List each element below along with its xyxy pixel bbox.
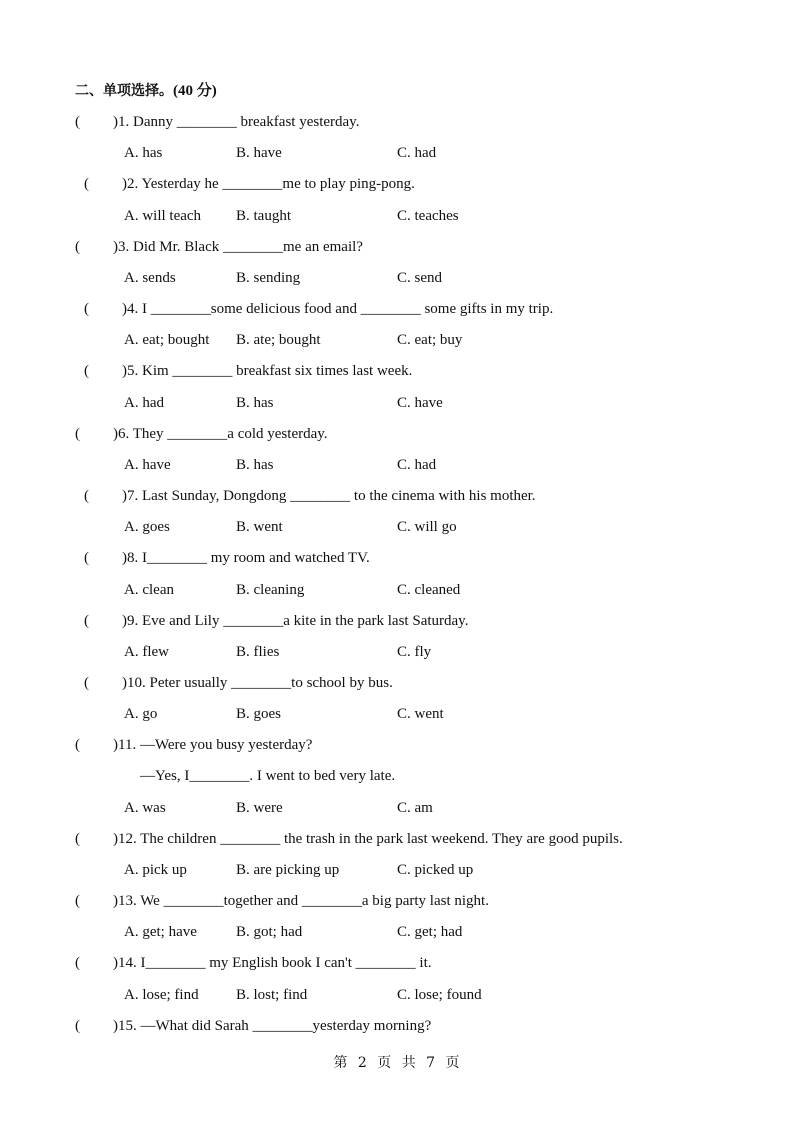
question-list xyxy=(0,107,793,1042)
answer-bracket[interactable]: ( xyxy=(84,550,89,567)
option-c: C. fly xyxy=(397,643,432,660)
option-a: A. was xyxy=(124,799,166,816)
question-4 xyxy=(0,294,793,325)
question-stem: )12. The children ________ the trash in the park last weekend. They are good pupils. xyxy=(113,830,623,847)
option-a: A. had xyxy=(124,394,164,411)
option-c: C. am xyxy=(397,799,433,816)
question-stem: )2. Yesterday he ________me to play ping-pong. xyxy=(122,176,415,193)
options-row xyxy=(0,388,793,419)
question-1 xyxy=(0,107,793,138)
options-row xyxy=(0,325,793,356)
option-b: B. are picking up xyxy=(236,861,340,878)
option-b: B. cleaning xyxy=(236,581,305,598)
options-row xyxy=(0,699,793,730)
option-c: C. lose; found xyxy=(397,986,482,1003)
option-a: A. sends xyxy=(124,269,176,286)
option-c: C. eat; buy xyxy=(397,332,463,349)
option-b: B. ate; bought xyxy=(236,332,321,349)
option-a: A. eat; bought xyxy=(124,332,210,349)
answer-bracket[interactable]: ( xyxy=(75,425,80,442)
option-b: B. taught xyxy=(236,207,291,224)
answer-bracket[interactable]: ( xyxy=(84,363,89,380)
question-stem: )6. They ________a cold yesterday. xyxy=(113,425,328,442)
options-row xyxy=(0,138,793,169)
question-3 xyxy=(0,232,793,263)
question-15 xyxy=(0,1011,793,1042)
question-13 xyxy=(0,886,793,917)
options-row xyxy=(0,512,793,543)
question-12 xyxy=(0,824,793,855)
question-stem: )9. Eve and Lily ________a kite in the park last Saturday. xyxy=(122,612,469,629)
answer-bracket[interactable]: ( xyxy=(75,893,80,910)
answer-bracket[interactable]: ( xyxy=(84,612,89,629)
answer-bracket[interactable]: ( xyxy=(75,955,80,972)
question-stem: )3. Did Mr. Black ________me an email? xyxy=(113,238,363,255)
option-a: A. have xyxy=(124,456,171,473)
option-c: C. had xyxy=(397,145,437,162)
answer-bracket[interactable]: ( xyxy=(75,114,80,131)
options-row xyxy=(0,855,793,886)
question-11 xyxy=(0,730,793,761)
option-a: A. lose; find xyxy=(124,986,199,1003)
option-b: B. have xyxy=(236,145,282,162)
options-row xyxy=(0,575,793,606)
option-c: C. will go xyxy=(397,519,457,536)
option-a: A. goes xyxy=(124,519,170,536)
question-14 xyxy=(0,948,793,979)
question-stem: )5. Kim ________ breakfast six times last week. xyxy=(122,363,413,380)
options-row xyxy=(0,201,793,232)
question-dialog-line: —Yes, I________. I went to bed very late. xyxy=(140,768,396,785)
question-sheet xyxy=(0,76,793,1042)
answer-bracket[interactable]: ( xyxy=(84,176,89,193)
option-b: B. were xyxy=(236,799,283,816)
answer-bracket[interactable]: ( xyxy=(84,301,89,318)
question-stem: )4. I ________some delicious food and ________ some gifts in my trip. xyxy=(122,301,554,318)
option-a: A. pick up xyxy=(124,861,187,878)
answer-bracket[interactable]: ( xyxy=(84,488,89,505)
question-stem: )13. We ________together and ________a big party last night. xyxy=(113,893,489,910)
question-2 xyxy=(0,169,793,200)
option-a: A. go xyxy=(124,706,158,723)
option-c: C. went xyxy=(397,706,444,723)
option-b: B. sending xyxy=(236,269,301,286)
option-a: A. clean xyxy=(124,581,174,598)
section-points: (40 分) xyxy=(173,83,217,99)
option-c: C. have xyxy=(397,394,443,411)
option-b: B. has xyxy=(236,394,274,411)
question-stem: )15. —What did Sarah ________yesterday morning? xyxy=(113,1017,432,1034)
options-row xyxy=(0,637,793,668)
question-stem: )7. Last Sunday, Dongdong ________ to the cinema with his mother. xyxy=(122,488,536,505)
answer-bracket[interactable]: ( xyxy=(75,238,80,255)
answer-bracket[interactable]: ( xyxy=(75,1017,80,1034)
page-footer: 第 2 页 共 7 页 xyxy=(333,1055,460,1071)
options-row xyxy=(0,980,793,1011)
option-a: A. get; have xyxy=(124,924,197,941)
answer-bracket[interactable]: ( xyxy=(75,830,80,847)
option-b: B. went xyxy=(236,519,283,536)
options-row xyxy=(0,263,793,294)
question-stem: )10. Peter usually ________to school by bus. xyxy=(122,674,393,691)
question-6 xyxy=(0,419,793,450)
question-stem: )14. I________ my English book I can't ________ it. xyxy=(113,955,432,972)
option-c: C. picked up xyxy=(397,861,474,878)
option-a: A. has xyxy=(124,145,163,162)
question-10 xyxy=(0,668,793,699)
question-9 xyxy=(0,606,793,637)
answer-bracket[interactable]: ( xyxy=(75,737,80,754)
option-b: B. goes xyxy=(236,706,281,723)
section-title: 二、单项选择。 xyxy=(75,83,173,99)
option-c: C. teaches xyxy=(397,207,459,224)
options-row xyxy=(0,450,793,481)
question-stem: )1. Danny ________ breakfast yesterday. xyxy=(113,114,360,131)
option-b: B. got; had xyxy=(236,924,303,941)
answer-bracket[interactable]: ( xyxy=(84,674,89,691)
option-b: B. flies xyxy=(236,643,280,660)
question-stem: )11. —Were you busy yesterday? xyxy=(113,737,313,754)
section-heading xyxy=(0,76,793,107)
question-8 xyxy=(0,543,793,574)
option-c: C. send xyxy=(397,269,442,286)
option-a: A. flew xyxy=(124,643,169,660)
option-c: C. get; had xyxy=(397,924,463,941)
options-row xyxy=(0,917,793,948)
option-b: B. has xyxy=(236,456,274,473)
question-7 xyxy=(0,481,793,512)
question-stem: )8. I________ my room and watched TV. xyxy=(122,550,370,567)
option-c: C. cleaned xyxy=(397,581,461,598)
options-row xyxy=(0,793,793,824)
option-c: C. had xyxy=(397,456,437,473)
question-5 xyxy=(0,356,793,387)
option-a: A. will teach xyxy=(124,207,202,224)
option-b: B. lost; find xyxy=(236,986,308,1003)
